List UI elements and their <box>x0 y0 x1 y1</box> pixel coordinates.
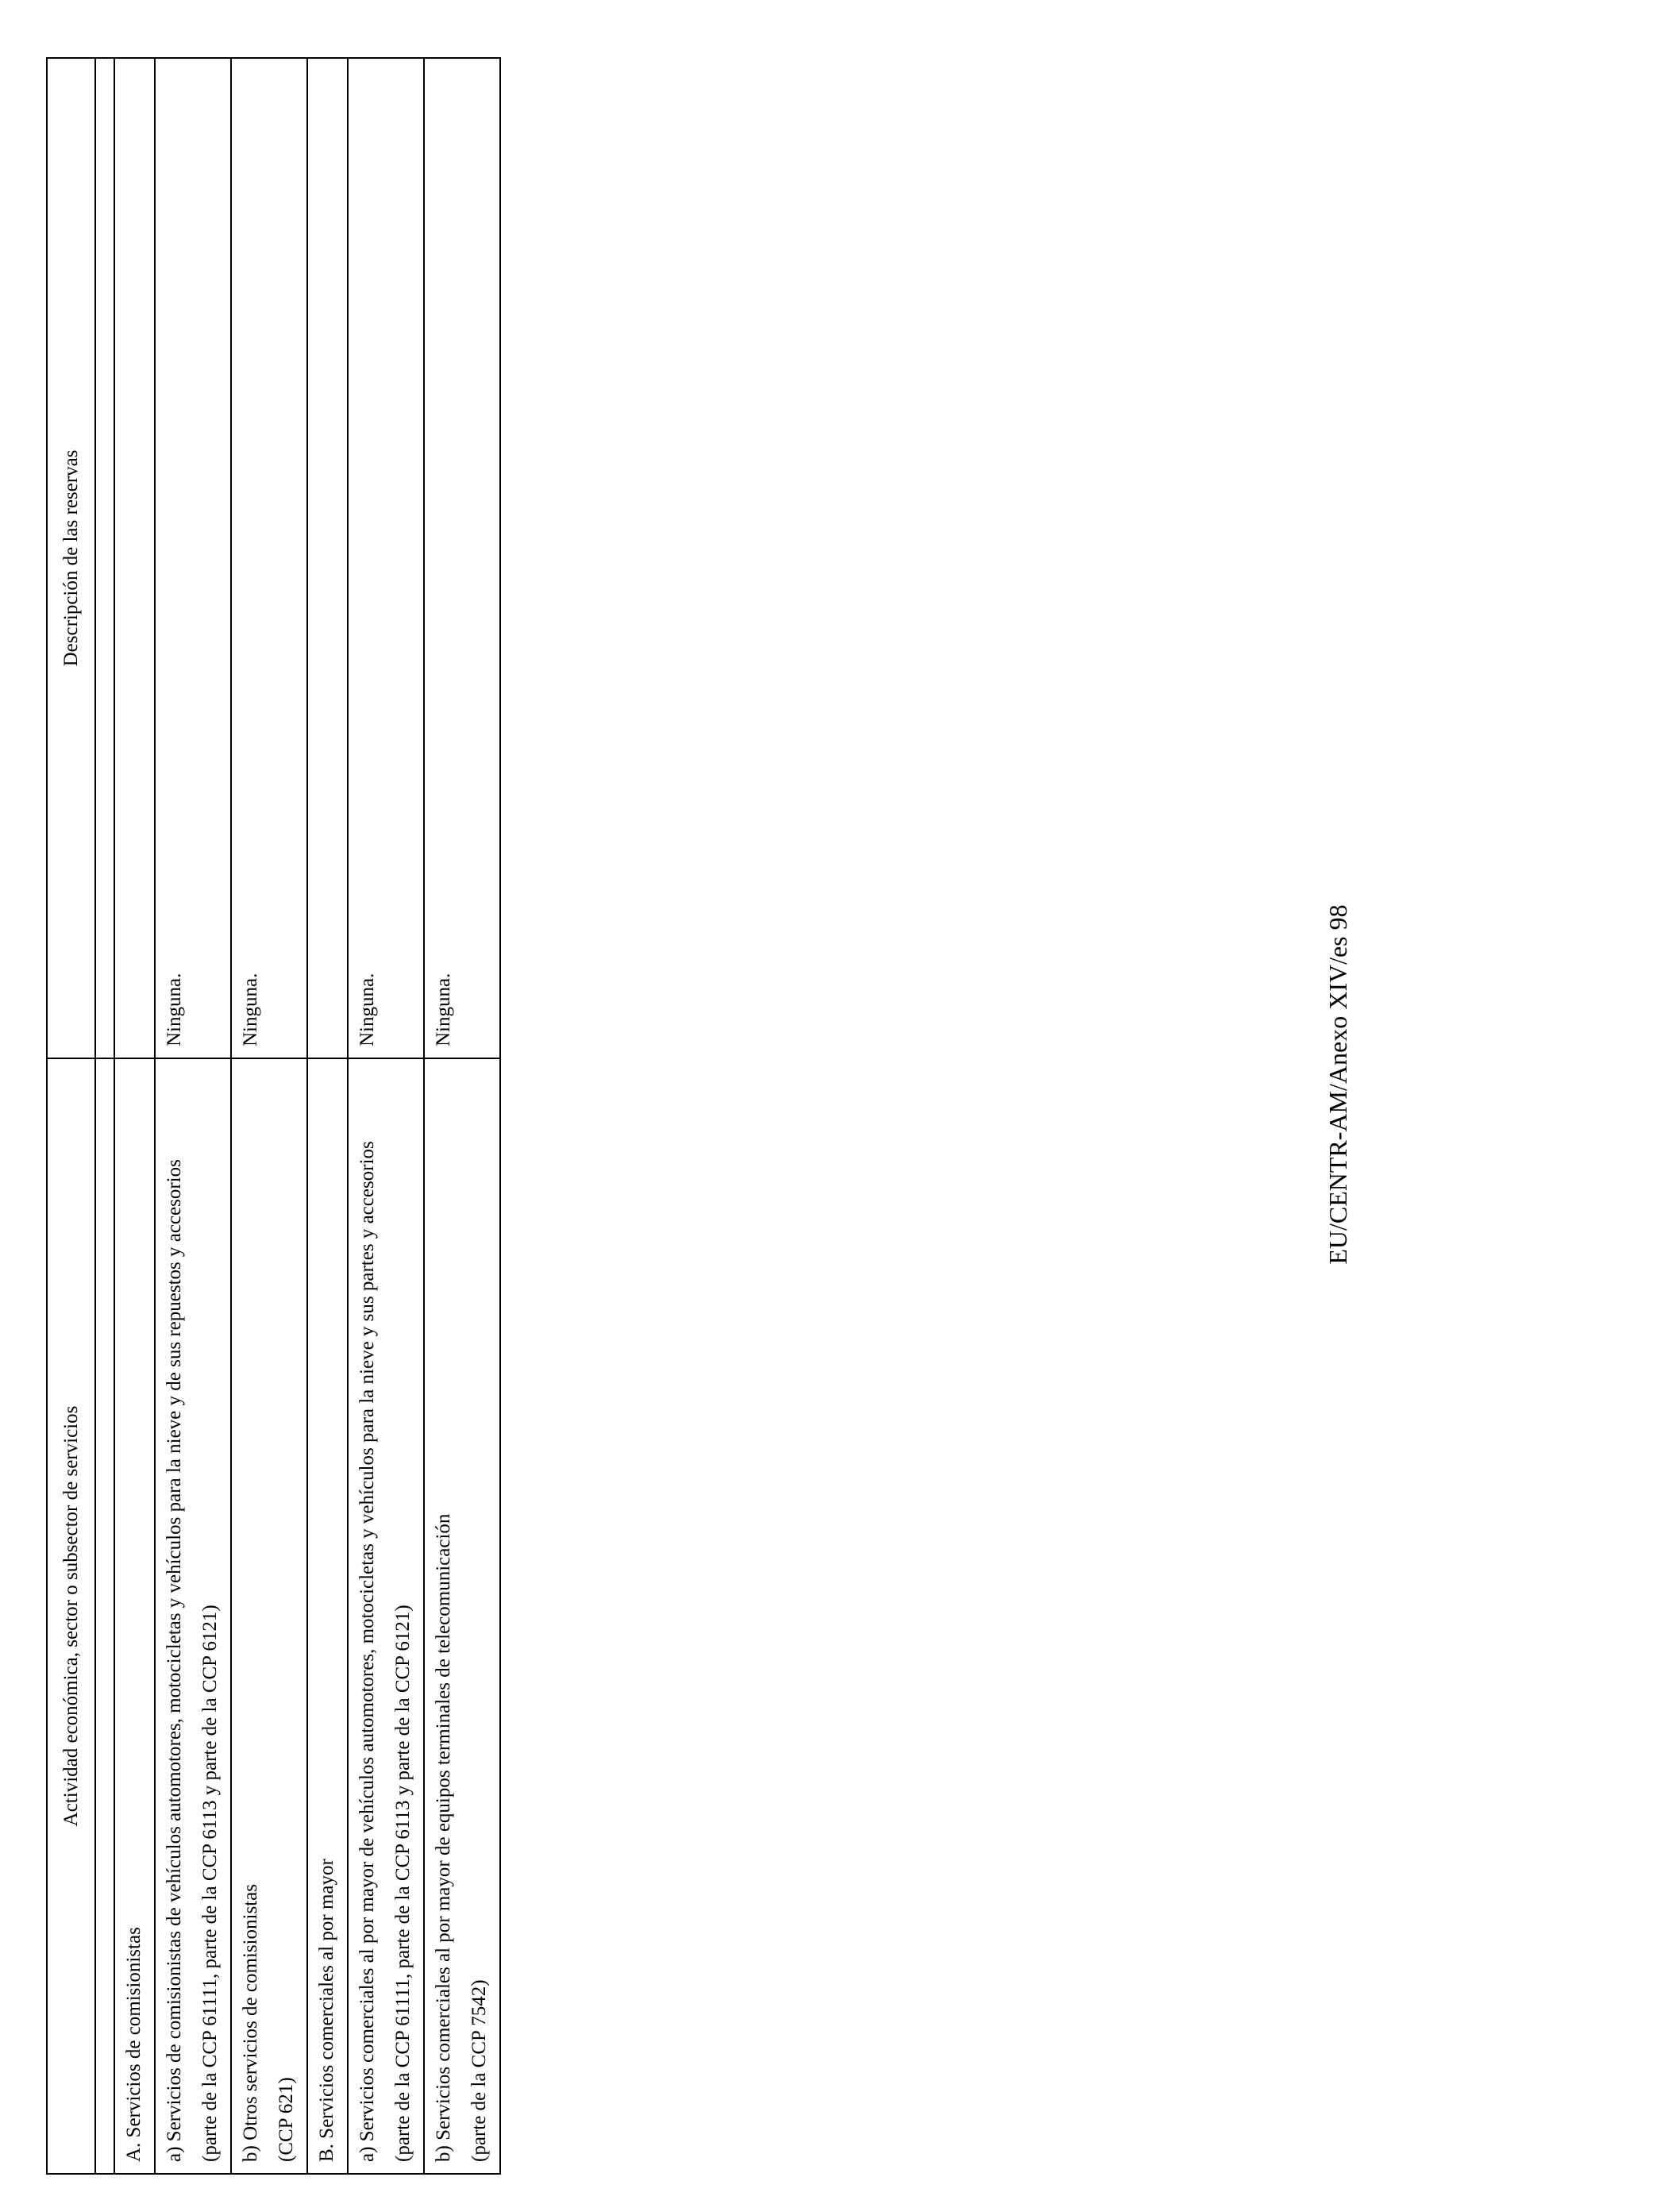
activity-code: (parte de la CCP 61111, parte de la CCP 6113 y parte de la CCP 6121) <box>199 1605 221 2162</box>
activity-code: (parte de la CCP 61111, parte de la CCP 6113 y parte de la CCP 6121) <box>392 1605 414 2162</box>
activity-line: a) Servicios de comisionistas de vehículos automotores, motocicletas y vehículos para la nieve y de sus repuestos y accesorios <box>164 1159 185 2162</box>
reserve-cell: Ninguna. <box>348 58 424 1058</box>
table-spacer-row <box>95 58 114 2174</box>
reservations-table <box>46 57 501 2175</box>
activity-line: A. Servicios de comisionistas <box>123 1927 144 2162</box>
reserve-cell: Ninguna. <box>424 58 500 1058</box>
activity-line: b) Otros servicios de comisionistas <box>240 1884 261 2162</box>
activity-line: a) Servicios comerciales al por mayor de vehículos automotores, motocicletas y vehículos para la nieve y sus partes y accesorios <box>356 1141 378 2162</box>
activity-cell <box>114 1058 155 2174</box>
table-row <box>348 58 424 2174</box>
activity-line: B. Servicios comerciales al por mayor <box>316 1859 337 2162</box>
table-row <box>114 58 155 2174</box>
reserve-cell <box>114 58 155 1058</box>
spacer-cell <box>95 1058 114 2174</box>
table-row <box>424 58 500 2174</box>
table-header-row <box>47 58 95 2174</box>
activity-cell <box>307 1058 348 2174</box>
activity-code: (CCP 621) <box>276 2077 297 2162</box>
table-row <box>155 58 231 2174</box>
activity-line: b) Servicios comerciales al por mayor de equipos terminales de telecomunicación <box>433 1513 454 2162</box>
reserve-cell: Ninguna. <box>155 58 231 1058</box>
reserve-cell: Ninguna. <box>231 58 307 1058</box>
activity-cell <box>155 1058 231 2174</box>
activity-cell <box>231 1058 307 2174</box>
table-row <box>231 58 307 2174</box>
header-activity: Actividad económica, sector o subsector de servicios <box>47 1058 95 2174</box>
table-row <box>307 58 348 2174</box>
activity-cell <box>348 1058 424 2174</box>
activity-cell <box>424 1058 500 2174</box>
page-footer-reference: EU/CENTR-AM/Anexo XIV/es 98 <box>1324 904 1352 1265</box>
reserve-cell <box>307 58 348 1058</box>
header-reserve: Descripción de las reservas <box>47 58 95 1058</box>
activity-code: (parte de la CCP 7542) <box>468 1979 490 2162</box>
spacer-cell <box>95 58 114 1058</box>
